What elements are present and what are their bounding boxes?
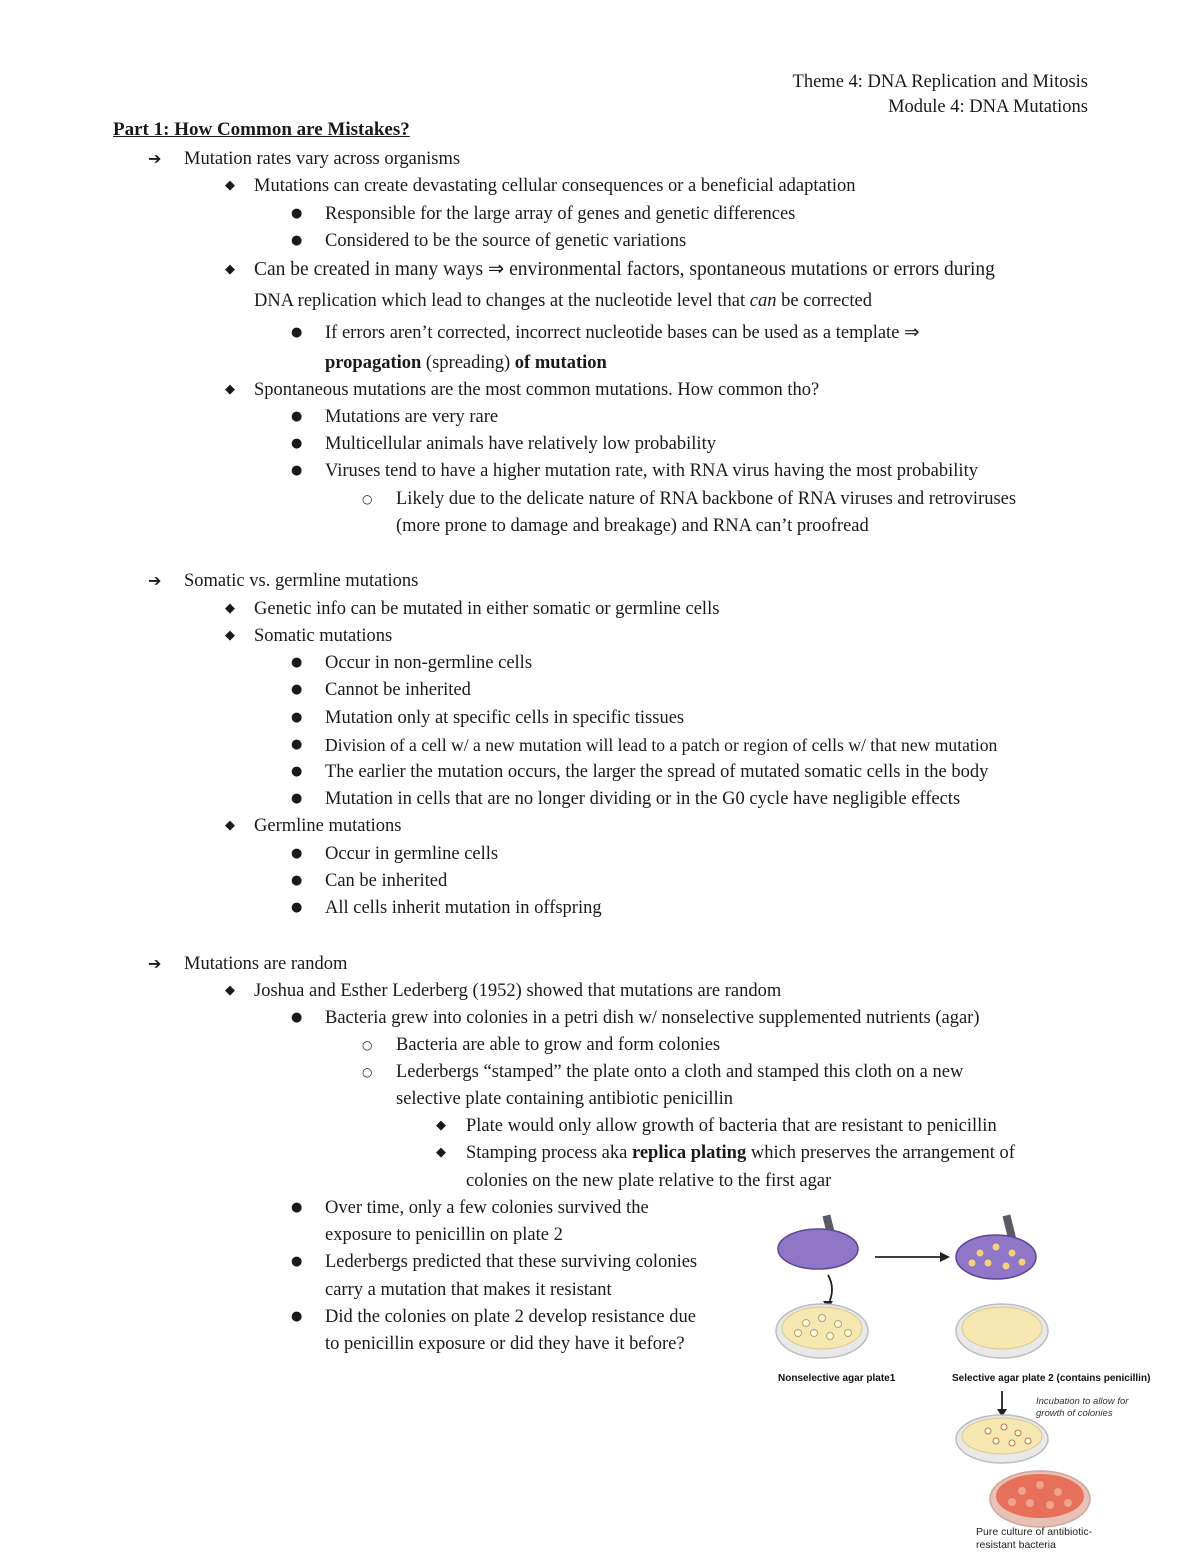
list-item: Over time, only a few colonies survived the xyxy=(325,1198,649,1218)
list-item: Did the colonies on plate 2 develop resistance due xyxy=(325,1307,696,1327)
disc-bullet-icon: ● xyxy=(291,1010,303,1025)
list-item: Multicellular animals have relatively low probability xyxy=(325,434,716,454)
diamond-bullet-icon: ◆ xyxy=(225,178,235,193)
list-item: Lederbergs predicted that these surviving colonies xyxy=(325,1252,698,1272)
list-item-continued: DNA replication which lead to changes at the nucleotide level that can be corrected xyxy=(254,291,872,311)
diamond-bullet-icon: ◆ xyxy=(225,818,235,833)
list-item-continued: colonies on the new plate relative to the first agar xyxy=(466,1171,832,1191)
disc-bullet-icon: ● xyxy=(291,900,303,915)
list-item: Bacteria grew into colonies in a petri dish w/ nonselective supplemented nutrients (agar) xyxy=(325,1008,980,1028)
list-item: Occur in germline cells xyxy=(325,844,499,864)
circle-bullet-icon: ○ xyxy=(362,492,373,506)
list-item: Mutation in cells that are no longer dividing or in the G0 cycle have negligible effects xyxy=(325,789,961,809)
arrow-bullet-icon: ➔ xyxy=(148,571,162,590)
list-heading: Mutation rates vary across organisms xyxy=(184,149,461,169)
circle-bullet-icon: ○ xyxy=(362,1038,373,1052)
document-header xyxy=(793,70,1088,120)
list-item-continued: (more prone to damage and breakage) and RNA can’t proofread xyxy=(396,516,869,536)
list-item: Occur in non-germline cells xyxy=(325,653,533,673)
list-item-continued: to penicillin exposure or did they have it before? xyxy=(325,1334,685,1354)
list-item: Responsible for the large array of genes and genetic differences xyxy=(325,204,796,224)
velvet-stamp-1 xyxy=(778,1214,858,1269)
replica-plating-figure xyxy=(770,1205,1150,1553)
petri-dish-incubated xyxy=(956,1415,1048,1463)
pure-culture-label: Pure culture of antibiotic- xyxy=(976,1526,1093,1538)
list-item-continued: propagation (spreading) of mutation xyxy=(325,353,607,373)
list-item: Spontaneous mutations are the most common mutations. How common tho? xyxy=(254,380,820,400)
disc-bullet-icon: ● xyxy=(291,409,303,424)
list-item: Somatic mutations xyxy=(254,626,393,646)
list-item: Viruses tend to have a higher mutation rate, with RNA virus having the most probability xyxy=(325,461,978,481)
arrow-bullet-icon: ➔ xyxy=(148,954,162,973)
list-item: If errors aren’t corrected, incorrect nucleotide bases can be used as a template ⇒ xyxy=(325,323,920,343)
disc-bullet-icon: ● xyxy=(291,846,303,861)
disc-bullet-icon: ● xyxy=(291,1254,303,1269)
header-module: Module 4: DNA Mutations xyxy=(888,97,1088,117)
list-item-continued: selective plate containing antibiotic penicillin xyxy=(396,1089,734,1109)
disc-bullet-icon: ● xyxy=(291,737,303,752)
list-item: Joshua and Esther Lederberg (1952) showed that mutations are random xyxy=(254,981,782,1001)
petri-dish-plate1 xyxy=(776,1304,868,1358)
list-item: Mutation only at specific cells in specific tissues xyxy=(325,708,685,728)
list-item: The earlier the mutation occurs, the larger the spread of mutated somatic cells in the body xyxy=(325,762,989,782)
diamond-bullet-icon: ◆ xyxy=(225,382,235,397)
disc-bullet-icon: ● xyxy=(291,463,303,478)
disc-bullet-icon: ● xyxy=(291,791,303,806)
list-item: Mutations can create devastating cellular consequences or a beneficial adaptation xyxy=(254,176,856,196)
disc-bullet-icon: ● xyxy=(291,655,303,670)
disc-bullet-icon: ● xyxy=(291,1309,303,1324)
list-heading: Mutations are random xyxy=(184,954,348,974)
velvet-stamp-2 xyxy=(956,1214,1036,1279)
plate1-label: Nonselective agar plate1 xyxy=(778,1373,896,1384)
list-item: Division of a cell w/ a new mutation will lead to a patch or region of cells w/ that new mutation xyxy=(325,735,998,755)
list-item: Genetic info can be mutated in either somatic or germline cells xyxy=(254,599,720,619)
petri-dish-pure-culture xyxy=(990,1471,1090,1527)
diamond-bullet-icon: ◆ xyxy=(225,601,235,616)
diamond-bullet-icon: ◆ xyxy=(436,1118,446,1133)
disc-bullet-icon: ● xyxy=(291,682,303,697)
disc-bullet-icon: ● xyxy=(291,325,303,340)
list-item: Bacteria are able to grow and form colonies xyxy=(396,1035,721,1055)
list-item: Mutations are very rare xyxy=(325,407,499,427)
list-item-continued: carry a mutation that makes it resistant xyxy=(325,1280,612,1300)
arrow-bullet-icon: ➔ xyxy=(148,149,162,168)
list-item: Considered to be the source of genetic variations xyxy=(325,231,687,251)
list-item: Lederbergs “stamped” the plate onto a cloth and stamped this cloth on a new xyxy=(396,1062,964,1082)
plate2-label: Selective agar plate 2 (contains penicillin) xyxy=(952,1373,1150,1384)
list-item: Likely due to the delicate nature of RNA backbone of RNA viruses and retroviruses xyxy=(396,489,1017,509)
diamond-bullet-icon: ◆ xyxy=(225,262,235,277)
disc-bullet-icon: ● xyxy=(291,1200,303,1215)
disc-bullet-icon: ● xyxy=(291,764,303,779)
disc-bullet-icon: ● xyxy=(291,206,303,221)
pure-culture-label: resistant bacteria xyxy=(976,1539,1056,1551)
petri-dish-plate2 xyxy=(956,1304,1048,1358)
list-item: Germline mutations xyxy=(254,816,402,836)
list-item: Cannot be inherited xyxy=(325,680,471,700)
diamond-bullet-icon: ◆ xyxy=(225,628,235,643)
diamond-bullet-icon: ◆ xyxy=(436,1145,446,1160)
disc-bullet-icon: ● xyxy=(291,873,303,888)
disc-bullet-icon: ● xyxy=(291,233,303,248)
incubation-note: growth of colonies xyxy=(1036,1408,1113,1419)
list-item: Can be created in many ways ⇒ environmental factors, spontaneous mutations or errors during xyxy=(254,259,995,280)
arrow-icon xyxy=(828,1275,832,1305)
section-title: Part 1: How Common are Mistakes? xyxy=(113,119,410,140)
list-item: All cells inherit mutation in offspring xyxy=(325,898,602,918)
disc-bullet-icon: ● xyxy=(291,436,303,451)
list-heading: Somatic vs. germline mutations xyxy=(184,571,419,591)
list-item-continued: exposure to penicillin on plate 2 xyxy=(325,1225,563,1245)
incubation-note: Incubation to allow for xyxy=(1036,1396,1129,1407)
diamond-bullet-icon: ◆ xyxy=(225,983,235,998)
list-item: Can be inherited xyxy=(325,871,448,891)
disc-bullet-icon: ● xyxy=(291,710,303,725)
header-theme: Theme 4: DNA Replication and Mitosis xyxy=(792,72,1088,92)
list-item: Plate would only allow growth of bacteria that are resistant to penicillin xyxy=(466,1116,997,1136)
arrow-head-icon xyxy=(940,1252,950,1262)
circle-bullet-icon: ○ xyxy=(362,1065,373,1079)
list-item: Stamping process aka replica plating which preserves the arrangement of xyxy=(466,1143,1015,1163)
